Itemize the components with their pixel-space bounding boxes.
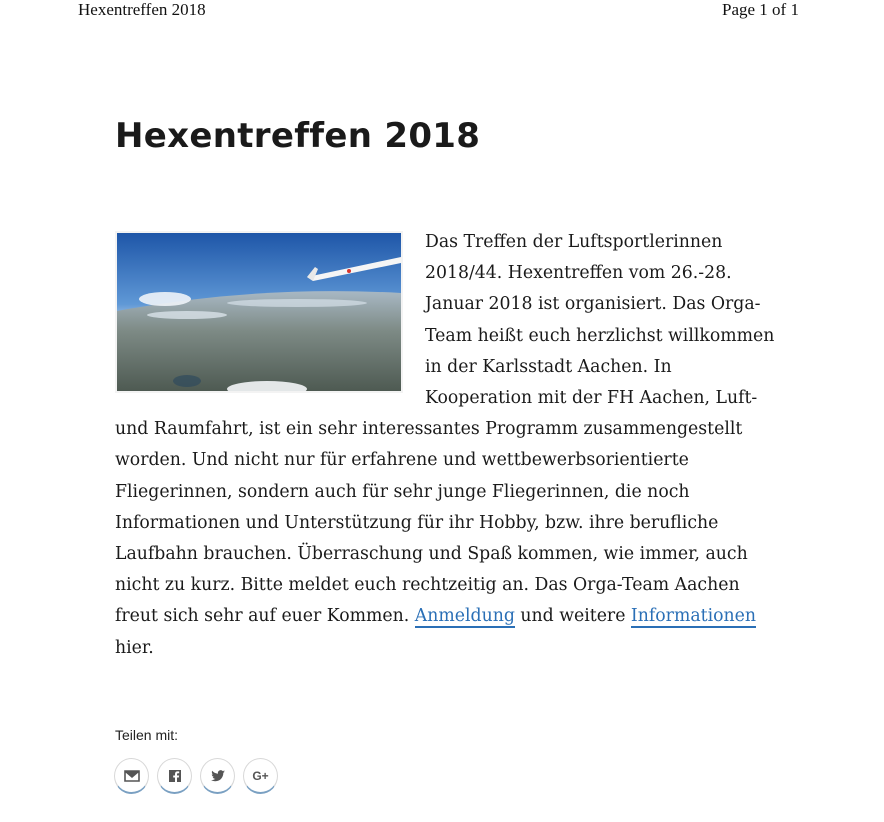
twitter-icon <box>210 768 226 784</box>
share-buttons <box>114 758 286 794</box>
post-image <box>115 231 403 393</box>
print-header-page-info: Page 1 of 1 <box>722 0 799 19</box>
post-text-intro: Das Treffen der Luftsportlerinnen 2018/44. Hexentreffen vom 26.-28. Januar 2018 ist organisiert. Das Orga-Team heißt euch herzlichst willkommen in der Karlsstadt Aachen. In Kooperation mit der FH Aachen, Luft- und Raumfahrt, ist ein sehr interessantes Programm zusammengestellt worden. Und nicht nur für erfahrene und wettbewerbsorientierte Fliegerinnen, sondern auch für sehr junge Fliegerinnen, die noch Informationen und Unterstützung für ihr Hobby, bzw. ihre berufliche Laufbahn brauchen. Überraschung und Spaß kommen, wie immer, auch nicht zu kurz. Bitte meldet euch rechtzeitig an. Das Orga-Team Aachen freut sich sehr auf euer Kommen. <box>115 232 775 627</box>
share-email-button[interactable] <box>114 758 149 794</box>
post-text-end: hier. <box>115 637 154 658</box>
google-plus-icon: G+ <box>252 768 269 783</box>
share-facebook-button[interactable] <box>157 758 192 794</box>
post-content <box>115 227 775 664</box>
facebook-icon <box>167 768 183 784</box>
share-twitter-button[interactable] <box>200 758 235 794</box>
post-title: Hexentreffen 2018 <box>115 116 481 156</box>
print-header <box>0 0 884 24</box>
information-link[interactable]: Informationen <box>630 606 756 627</box>
share-google-plus-button[interactable] <box>243 758 278 794</box>
registration-link[interactable]: Anmeldung <box>414 606 515 627</box>
share-label: Teilen mit: <box>115 727 179 743</box>
print-header-title: Hexentreffen 2018 <box>78 0 206 19</box>
post-text-middle: und weitere <box>514 606 631 627</box>
email-icon <box>124 768 140 784</box>
